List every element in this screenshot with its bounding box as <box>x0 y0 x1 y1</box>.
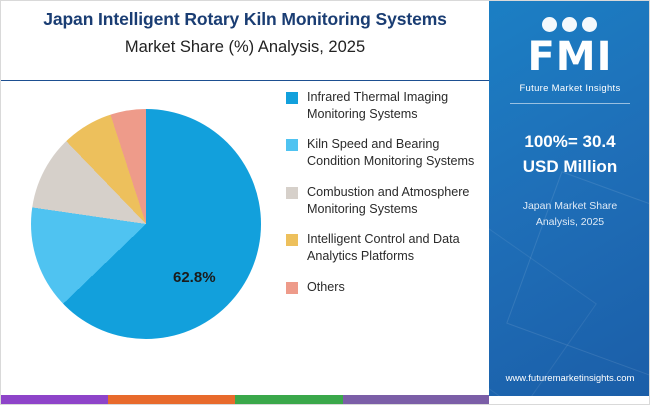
bottom-bar-segment <box>1 395 108 404</box>
legend-label: Others <box>307 279 345 294</box>
chart-header <box>1 1 489 81</box>
bottom-color-bar <box>1 395 489 404</box>
brand-panel <box>489 1 650 396</box>
total-value-line1: 100%= 30.4 <box>524 132 616 151</box>
bottom-bar-segment <box>343 395 489 404</box>
total-value-line2: USD Million <box>522 156 618 176</box>
legend-label: Infrared Thermal Imaging Monitoring Systems <box>307 90 449 121</box>
pie-chart <box>31 109 261 339</box>
legend-swatch-icon <box>286 282 298 294</box>
total-value-stat <box>489 130 650 179</box>
bottom-bar-segment <box>108 395 235 404</box>
page-title: Japan Intelligent Rotary Kiln Monitoring Systems <box>43 9 447 29</box>
legend-item[interactable] <box>286 184 486 217</box>
logo-divider <box>510 103 630 104</box>
chart-area <box>1 81 489 396</box>
fmi-logo <box>506 15 634 104</box>
panel-caption-line2: Analysis, 2025 <box>535 215 605 228</box>
legend-swatch-icon <box>286 139 298 151</box>
legend-item[interactable] <box>286 231 486 264</box>
logo-wordmark: FMI <box>527 34 613 80</box>
panel-caption <box>489 199 650 229</box>
logo-marks <box>506 15 634 35</box>
legend-swatch-icon <box>286 92 298 104</box>
panel-caption-line1: Japan Market Share <box>522 200 618 213</box>
legend-item[interactable] <box>286 279 486 296</box>
bottom-bar-segment <box>235 395 342 404</box>
chart-legend <box>286 89 486 310</box>
legend-swatch-icon <box>286 234 298 246</box>
logo-dot-icon-3 <box>582 17 597 32</box>
pie-slice-label-primary: 62.8% <box>173 269 216 286</box>
legend-label: Kiln Speed and Bearing Condition Monitoring Systems <box>307 137 475 169</box>
logo-dot-icon-1 <box>542 17 557 32</box>
legend-swatch-icon <box>286 187 298 199</box>
website-url[interactable]: www.futuremarketinsights.com <box>505 373 635 384</box>
logo-dot-icon-2 <box>562 17 577 32</box>
legend-label: Combustion and Atmosphere Monitoring Systems <box>307 184 470 216</box>
logo-subtitle: Future Market Insights <box>519 83 621 94</box>
pie-graphic <box>31 109 261 339</box>
legend-label: Intelligent Control and Data Analytics Platforms <box>307 232 460 264</box>
legend-item[interactable] <box>286 136 486 169</box>
page-subtitle: Market Share (%) Analysis, 2025 <box>124 37 366 56</box>
legend-item[interactable] <box>286 89 486 122</box>
